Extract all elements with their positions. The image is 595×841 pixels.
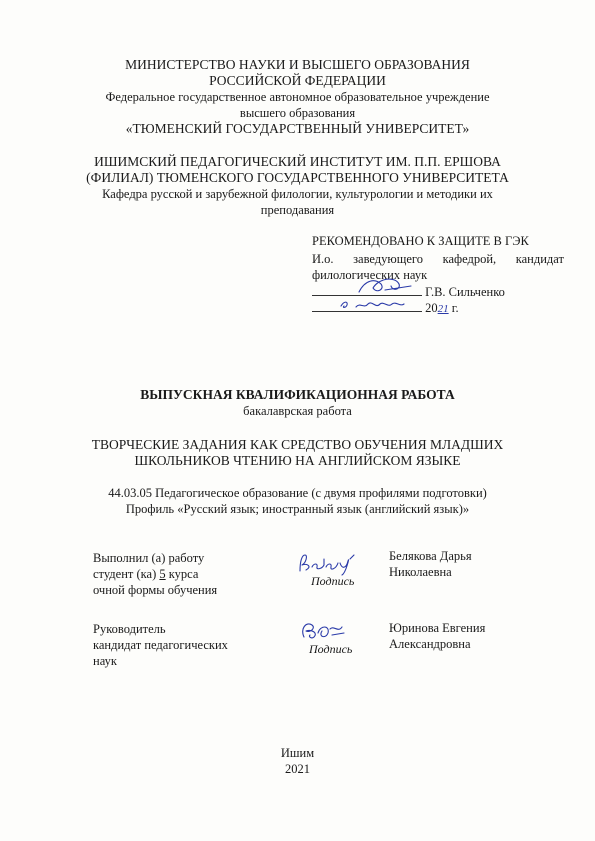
supervisor-name-line-1: Юринова Евгения [389, 621, 486, 635]
student-label-prefix: студент (ка) [93, 567, 157, 581]
approval-date-suffix: г. [451, 301, 459, 315]
department-line-1: Кафедра русской и зарубежной филологии, культурологии и методики их [102, 187, 493, 201]
supervisor-signature-caption: Подпись [309, 642, 353, 656]
student-label-line-3: очной формы обучения [93, 583, 218, 597]
student-name-line-2: Николаевна [389, 565, 452, 579]
department-line-2: преподавания [260, 203, 335, 217]
approval-position-line-2: филологических наук [312, 268, 428, 282]
approval-position-word-4: кандидат [515, 252, 564, 266]
institution-type-line-2: высшего образования [239, 106, 356, 120]
approval-date-handwriting-icon [338, 298, 408, 312]
supervisor-label-line-2: кандидат педагогических [93, 638, 228, 652]
footer-year: 2021 [285, 762, 310, 776]
student-label-line-1: Выполнил (а) работу [93, 551, 205, 565]
approval-date-year: 21 [437, 303, 449, 315]
approval-position-word-3: кафедрой, [442, 252, 497, 266]
approval-signer: Г.В. Сильченко [425, 285, 505, 299]
student-name-line-1: Белякова Дарья [389, 549, 472, 563]
supervisor-signature-icon [298, 619, 350, 643]
university-name: «ТЮМЕНСКИЙ ГОСУДАРСТВЕННЫЙ УНИВЕРСИТЕТ» [125, 121, 470, 136]
student-label-line-2 [93, 566, 198, 582]
institute-line-1: ИШИМСКИЙ ПЕДАГОГИЧЕСКИЙ ИНСТИТУТ ИМ. П.П. ЕРШОВА [94, 154, 501, 169]
institution-type-line-1: Федеральное государственное автономное образовательное учреждение [105, 90, 490, 104]
supervisor-label-line-3: наук [93, 654, 117, 668]
program-line-2: Профиль «Русский язык; иностранный язык (английский язык)» [125, 502, 470, 516]
approval-position-word-1: И.о. [312, 252, 334, 266]
ministry-line-2: РОССИЙСКОЙ ФЕДЕРАЦИИ [209, 73, 386, 88]
program-line-1: 44.03.05 Педагогическое образование (с двумя профилями подготовки) [108, 486, 487, 500]
student-label-suffix: курса [168, 567, 199, 581]
approval-position-line-1 [312, 251, 564, 267]
institute-line-2: (ФИЛИАЛ) ТЮМЕНСКОГО ГОСУДАРСТВЕННОГО УНИВЕРСИТЕТА [86, 170, 509, 185]
student-signature-caption: Подпись [311, 574, 355, 588]
footer-city: Ишим [280, 746, 315, 760]
approval-date-prefix: 20 [425, 301, 438, 315]
supervisor-label-line-1: Руководитель [93, 622, 166, 636]
ministry-line-1: МИНИСТЕРСТВО НАУКИ И ВЫСШЕГО ОБРАЗОВАНИЯ [125, 57, 470, 72]
work-title-line-1: ТВОРЧЕСКИЕ ЗАДАНИЯ КАК СРЕДСТВО ОБУЧЕНИЯ МЛАДШИХ [91, 437, 504, 452]
student-course-number: 5 [159, 567, 166, 581]
work-title-line-2: ШКОЛЬНИКОВ ЧТЕНИЮ НА АНГЛИЙСКОМ ЯЗЫКЕ [134, 453, 461, 468]
work-subtype: бакалаврская работа [243, 404, 352, 418]
approval-heading: РЕКОМЕНДОВАНО К ЗАЩИТЕ В ГЭК [312, 234, 529, 248]
work-type: ВЫПУСКНАЯ КВАЛИФИКАЦИОННАЯ РАБОТА [140, 387, 455, 402]
supervisor-name-line-2: Александровна [389, 637, 471, 651]
approval-signature-icon [355, 274, 415, 298]
approval-position-word-2: заведующего [353, 252, 423, 266]
